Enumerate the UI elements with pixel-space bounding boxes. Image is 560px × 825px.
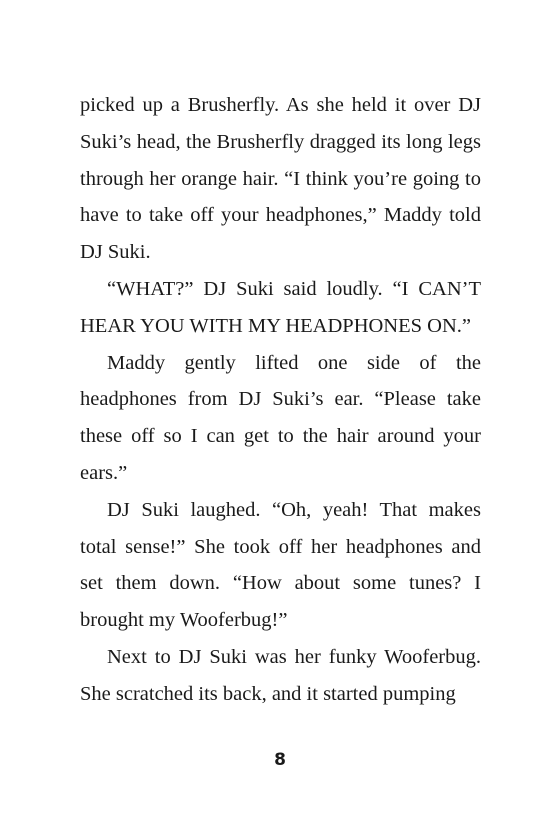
paragraph: “WHAT?” DJ Suki said loudly. “I CAN’T HEAR YOU WITH MY HEADPHONES ON.” (80, 277, 481, 337)
paragraph-continued: picked up a Brusherfly. As she held it over DJ Suki’s head, the Brusherfly dragged its long legs through her orange hair. “I think you’re going to have to take off your headphones,” Maddy told DJ Suki. (80, 94, 481, 264)
body-text (80, 87, 481, 713)
paragraph: DJ Suki laughed. “Oh, yeah! That makes total sense!” She took off her headphones and set them down. “How about some tunes? I brought my Wooferbug!” (80, 498, 481, 632)
paragraph: Maddy gently lifted one side of the headphones from DJ Suki’s ear. “Please take these off so I can get to the hair around your ears.” (80, 351, 481, 484)
page-number: 8 (274, 750, 286, 770)
paragraph: Next to DJ Suki was her funky Wooferbug. She scratched its back, and it started pumping (80, 645, 481, 705)
